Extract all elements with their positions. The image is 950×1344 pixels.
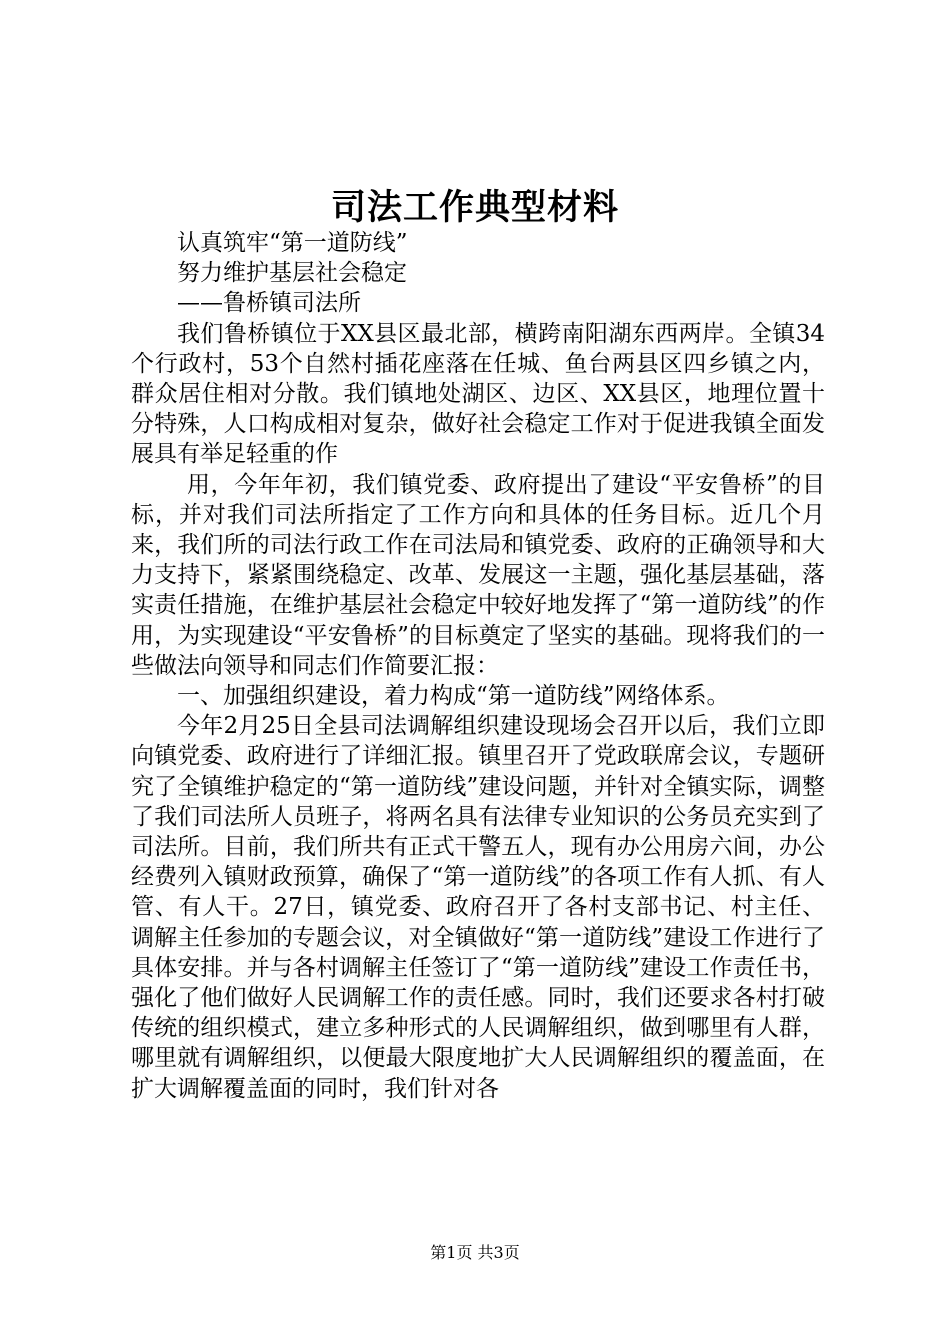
paragraph-goals: 用，今年年初，我们镇党委、政府提出了建设“平安鲁桥”的目标，并对我们司法所指定了工作方向和具体的任务目标。近几个月来，我们所的司法行政工作在司法局和镇党委、政府的正确领导和大力支持下，紧紧围绕稳定、改革、发展这一主题，强化基层基础，落实责任措施，在维护基层社会稳定中较好地发挥了“第一道防线”的作用，为实现建设“平安鲁桥”的目标奠定了坚实的基础。现将我们的一些做法向领导和同志们作简要汇报： [131, 471, 825, 679]
page-footer: 第1页 共3页 [430, 1243, 520, 1262]
document-body [131, 228, 825, 1104]
subtitle-line-1: 认真筑牢“第一道防线” [177, 230, 408, 256]
paragraph-organization: 今年2月25日全县司法调解组织建设现场会召开以后，我们立即向镇党委、政府进行了详细汇报。镇里召开了党政联席会议，专题研究了全镇维护稳定的“第一道防线”建设问题，并针对全镇实际，调整了我们司法所人员班子，将两名具有法律专业知识的公务员充实到了司法所。目前，我们所共有正式干警五人，现有办公用房六间，办公经费列入镇财政预算，确保了“第一道防线”的各项工作有人抓、有人管、有人干。27日，镇党委、政府召开了各村支部书记、村主任、调解主任参加的专题会议，对全镇做好“第一道防线”建设工作进行了具体安排。并与各村调解主任签订了“第一道防线”建设工作责任书，强化了他们做好人民调解工作的责任感。同时，我们还要求各村打破传统的组织模式，建立多种形式的人民调解组织，做到哪里有人群，哪里就有调解组织，以便最大限度地扩大人民调解组织的覆盖面，在扩大调解覆盖面的同时，我们针对各 [131, 713, 825, 1102]
section-heading-1: 一、加强组织建设，着力构成“第一道防线”网络体系。 [177, 683, 730, 710]
author-line: ——鲁桥镇司法所 [177, 290, 361, 317]
paragraph-intro: 我们鲁桥镇位于XX县区最北部，横跨南阳湖东西两岸。全镇34个行政村，53个自然村插花座落在任城、鱼台两县区四乡镇之内，群众居住相对分散。我们镇地处湖区、边区、XX县区，地理位置十分特殊，人口构成相对复杂，做好社会稳定工作对于促进我镇全面发展具有举足轻重的作 [131, 320, 825, 468]
page-title: 司法工作典型材料 [330, 187, 619, 228]
subtitle-line-2: 努力维护基层社会稳定 [177, 260, 407, 287]
